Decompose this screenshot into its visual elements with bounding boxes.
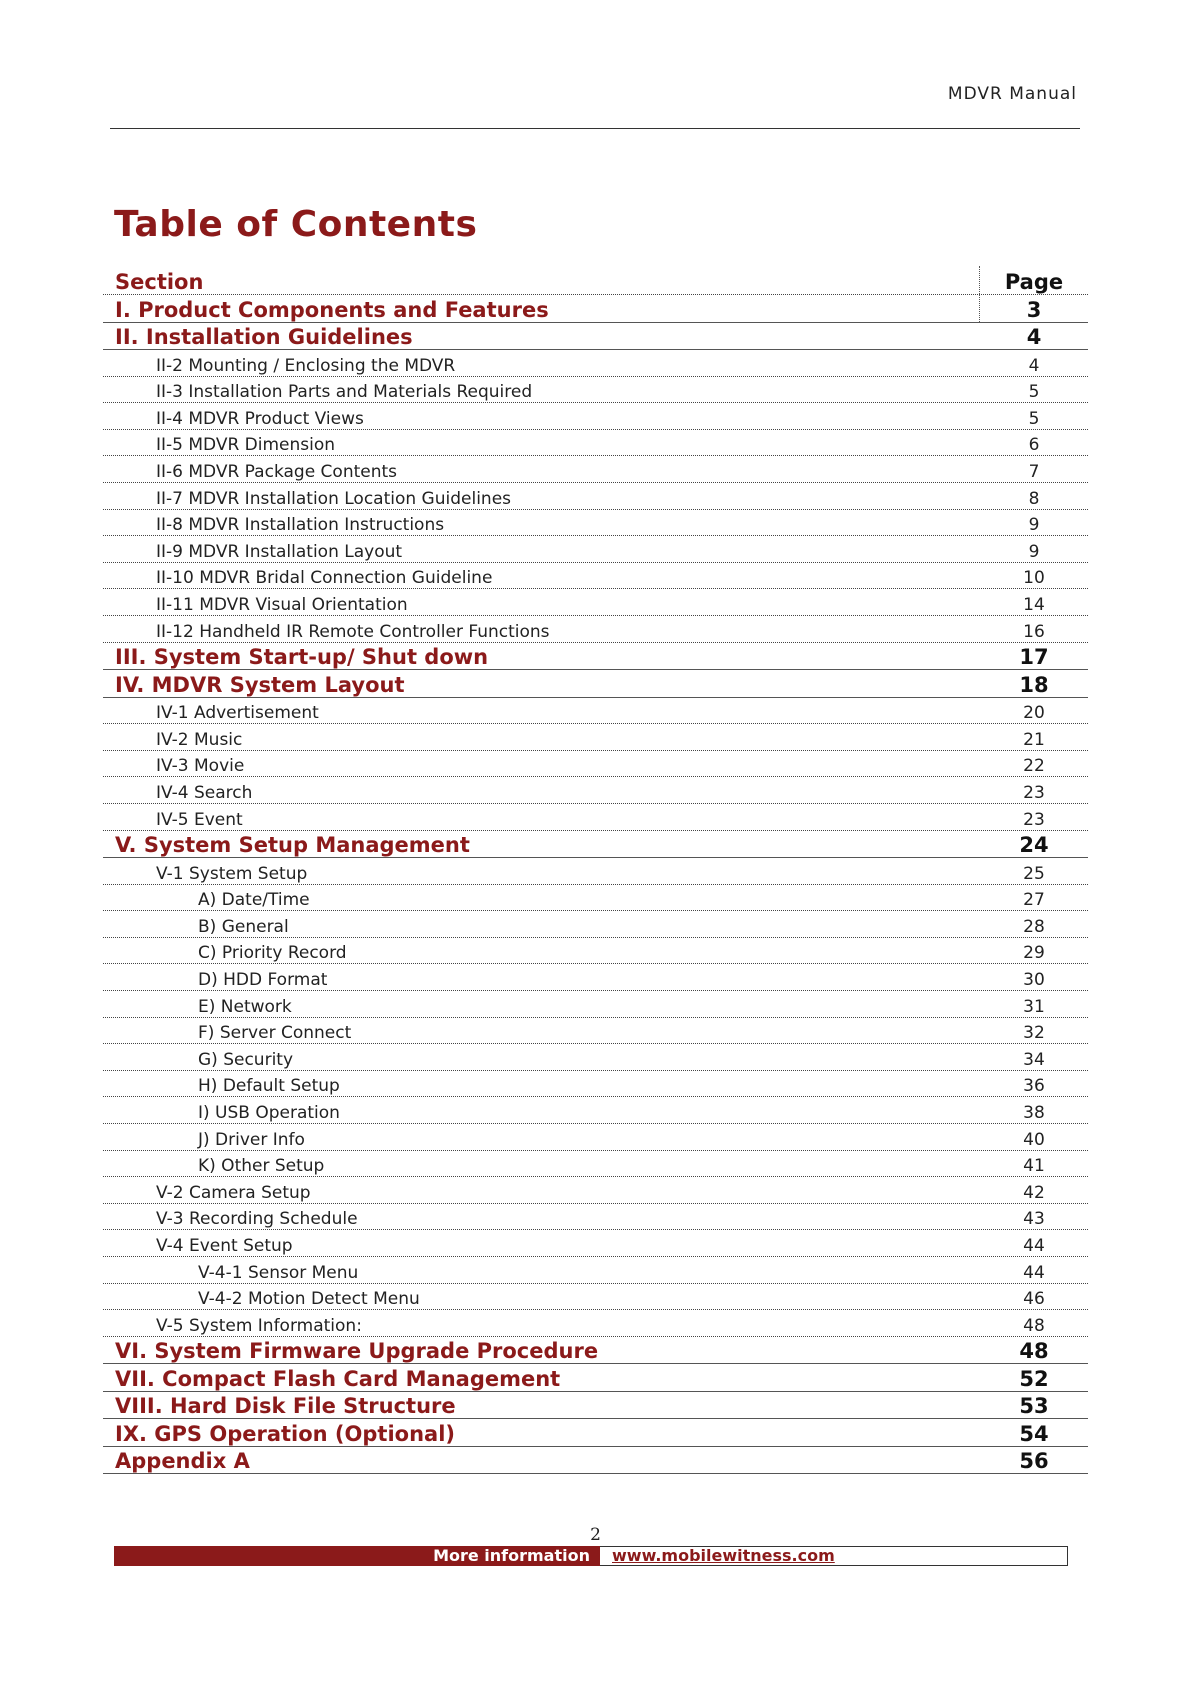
toc-entry-page: 48 [1023,1315,1045,1336]
toc-entry-label: II-5 MDVR Dimension [156,435,336,456]
toc-entry-page: 5 [1028,408,1040,429]
toc-entry[interactable] [103,1257,1088,1284]
toc-entry[interactable] [103,589,1088,616]
toc-entry[interactable] [103,938,1088,965]
toc-entry[interactable] [103,1177,1088,1204]
toc-entry-label: I) USB Operation [198,1102,340,1123]
toc-entry-label: III. System Start-up/ Shut down [115,645,489,670]
toc-entry-label: II-11 MDVR Visual Orientation [156,594,408,615]
toc-entry[interactable] [103,698,1088,725]
toc-entry-page: 40 [1023,1129,1045,1150]
toc-entry[interactable] [103,643,1088,671]
toc-entry[interactable] [103,403,1088,430]
toc-entry[interactable] [103,991,1088,1018]
toc-entry-page: 5 [1028,382,1040,403]
toc-entry-page: 42 [1023,1182,1045,1203]
toc-entry-label: IV-4 Search [156,782,253,803]
toc-entry-label: E) Network [198,996,292,1017]
toc-entry[interactable] [103,751,1088,778]
toc-entry-label: K) Other Setup [198,1156,325,1177]
toc-rows [103,295,1088,1474]
toc-entry-page: 38 [1023,1102,1045,1123]
toc-entry[interactable] [103,724,1088,751]
toc-entry[interactable] [103,804,1088,831]
toc-entry-label: V-4-1 Sensor Menu [198,1262,359,1283]
toc-header-row [103,266,1088,295]
toc-entry-label: V-5 System Information: [156,1315,362,1336]
toc-entry-page: 27 [1023,890,1045,911]
page-title: Table of Contents [114,204,478,245]
toc-entry-label: V-2 Camera Setup [156,1182,311,1203]
toc-entry[interactable] [103,430,1088,457]
toc-entry[interactable] [103,1071,1088,1098]
toc-entry[interactable] [103,1364,1088,1392]
table-of-contents [103,266,1088,1474]
toc-entry-label: IV-3 Movie [156,756,245,777]
toc-entry[interactable] [103,323,1088,351]
toc-entry-page: 24 [1019,833,1049,857]
toc-entry-label: IV-2 Music [156,729,243,750]
toc-entry-page: 8 [1028,488,1040,509]
toc-entry[interactable] [103,295,1088,323]
toc-entry-label: II-9 MDVR Installation Layout [156,541,403,562]
toc-entry-page: 31 [1023,996,1045,1017]
toc-entry-label: J) Driver Info [198,1129,305,1150]
toc-entry[interactable] [103,831,1088,859]
toc-entry-label: G) Security [198,1049,294,1070]
toc-entry-label: C) Priority Record [198,943,347,964]
toc-entry-page: 4 [1028,355,1040,376]
toc-entry-label: V. System Setup Management [115,833,470,857]
toc-entry[interactable] [103,616,1088,643]
toc-entry-page: 52 [1019,1366,1049,1391]
toc-entry-page: 28 [1023,916,1045,937]
toc-entry-label: II. Installation Guidelines [115,325,413,349]
toc-entry[interactable] [103,777,1088,804]
toc-entry-page: 16 [1023,621,1045,642]
toc-entry-label: VI. System Firmware Upgrade Procedure [115,1339,599,1364]
toc-entry-label: I. Product Components and Features [115,297,549,322]
toc-entry[interactable] [103,1124,1088,1151]
toc-entry[interactable] [103,1204,1088,1231]
section-column-header: Section [115,270,204,294]
toc-entry-page: 25 [1023,863,1045,884]
toc-entry[interactable] [103,563,1088,590]
footer [114,1546,1068,1566]
toc-entry-label: II-8 MDVR Installation Instructions [156,515,445,536]
toc-entry-page: 17 [1019,645,1049,670]
website-link[interactable]: www.mobilewitness.com [600,1546,1068,1566]
toc-entry-label: II-4 MDVR Product Views [156,408,364,429]
toc-entry-page: 34 [1023,1049,1045,1070]
toc-entry-label: II-6 MDVR Package Contents [156,461,398,482]
toc-entry-page: 44 [1023,1235,1045,1256]
toc-entry-page: 43 [1023,1209,1045,1230]
toc-entry-page: 9 [1028,515,1040,536]
toc-entry-page: 30 [1023,969,1045,990]
toc-entry-label: IV-1 Advertisement [156,703,319,724]
more-info-label: More information [114,1546,600,1566]
toc-entry-label: Appendix A [115,1449,250,1474]
toc-entry[interactable] [103,911,1088,938]
toc-entry-page: 7 [1028,461,1040,482]
toc-entry-label: II-2 Mounting / Enclosing the MDVR [156,355,456,376]
toc-entry[interactable] [103,483,1088,510]
toc-entry-label: A) Date/Time [198,890,310,911]
toc-entry-page: 44 [1023,1262,1045,1283]
toc-entry[interactable] [103,350,1088,377]
header-rule [110,128,1080,129]
toc-entry-label: H) Default Setup [198,1076,340,1097]
toc-entry-page: 18 [1019,672,1049,697]
toc-entry[interactable] [103,377,1088,404]
toc-entry-page: 10 [1023,568,1045,589]
toc-entry-page: 29 [1023,943,1045,964]
toc-entry-page: 32 [1023,1023,1045,1044]
toc-entry-label: V-4 Event Setup [156,1235,293,1256]
toc-entry[interactable] [103,1392,1088,1420]
toc-entry[interactable] [103,670,1088,698]
toc-entry[interactable] [103,1337,1088,1365]
toc-entry-label: II-10 MDVR Bridal Connection Guideline [156,568,493,589]
toc-entry-page: 54 [1019,1421,1049,1446]
toc-entry-label: II-12 Handheld IR Remote Controller Functions [156,621,550,642]
toc-entry-label: V-3 Recording Schedule [156,1209,358,1230]
toc-entry-page: 23 [1023,809,1045,830]
toc-entry[interactable] [103,885,1088,912]
page-number: 2 [590,1525,601,1545]
toc-entry[interactable] [103,1230,1088,1257]
toc-entry[interactable] [103,1151,1088,1178]
toc-entry-label: IV. MDVR System Layout [115,672,405,697]
toc-entry[interactable] [103,858,1088,885]
toc-entry-page: 9 [1028,541,1040,562]
toc-entry-label: VIII. Hard Disk File Structure [115,1394,456,1419]
toc-entry[interactable] [103,456,1088,483]
toc-entry[interactable] [103,1447,1088,1475]
toc-entry-page: 3 [979,295,1088,322]
toc-entry-label: V-4-2 Motion Detect Menu [198,1289,420,1310]
toc-entry-page: 41 [1023,1156,1045,1177]
toc-entry[interactable] [103,964,1088,991]
toc-entry-page: 21 [1023,729,1045,750]
toc-entry-page: 23 [1023,782,1045,803]
toc-entry-label: B) General [198,916,289,937]
toc-entry-page: 36 [1023,1076,1045,1097]
toc-entry-page: 48 [1019,1339,1049,1364]
toc-entry[interactable] [103,510,1088,537]
toc-entry-label: IX. GPS Operation (Optional) [115,1421,455,1446]
toc-entry-label: II-3 Installation Parts and Materials Required [156,382,533,403]
toc-entry[interactable] [103,1044,1088,1071]
header-title: MDVR Manual [947,84,1077,104]
toc-entry[interactable] [103,1419,1088,1447]
toc-entry-label: IV-5 Event [156,809,243,830]
toc-entry-page: 53 [1019,1394,1049,1419]
toc-entry-page: 20 [1023,703,1045,724]
toc-entry[interactable] [103,536,1088,563]
toc-entry-label: VII. Compact Flash Card Management [115,1366,561,1391]
page-column-header: Page [979,266,1088,294]
toc-entry[interactable] [103,1284,1088,1311]
toc-entry-page: 6 [1028,435,1040,456]
toc-entry-page: 56 [1019,1449,1049,1474]
toc-entry[interactable] [103,1097,1088,1124]
toc-entry[interactable] [103,1310,1088,1337]
toc-entry-page: 22 [1023,756,1045,777]
toc-entry-label: V-1 System Setup [156,863,308,884]
toc-entry-label: F) Server Connect [198,1023,352,1044]
toc-entry-page: 4 [1026,325,1042,349]
toc-entry-label: II-7 MDVR Installation Location Guidelines [156,488,512,509]
toc-entry-page: 14 [1023,594,1045,615]
toc-entry-label: D) HDD Format [198,969,328,990]
toc-entry[interactable] [103,1018,1088,1045]
toc-entry-page: 46 [1023,1289,1045,1310]
